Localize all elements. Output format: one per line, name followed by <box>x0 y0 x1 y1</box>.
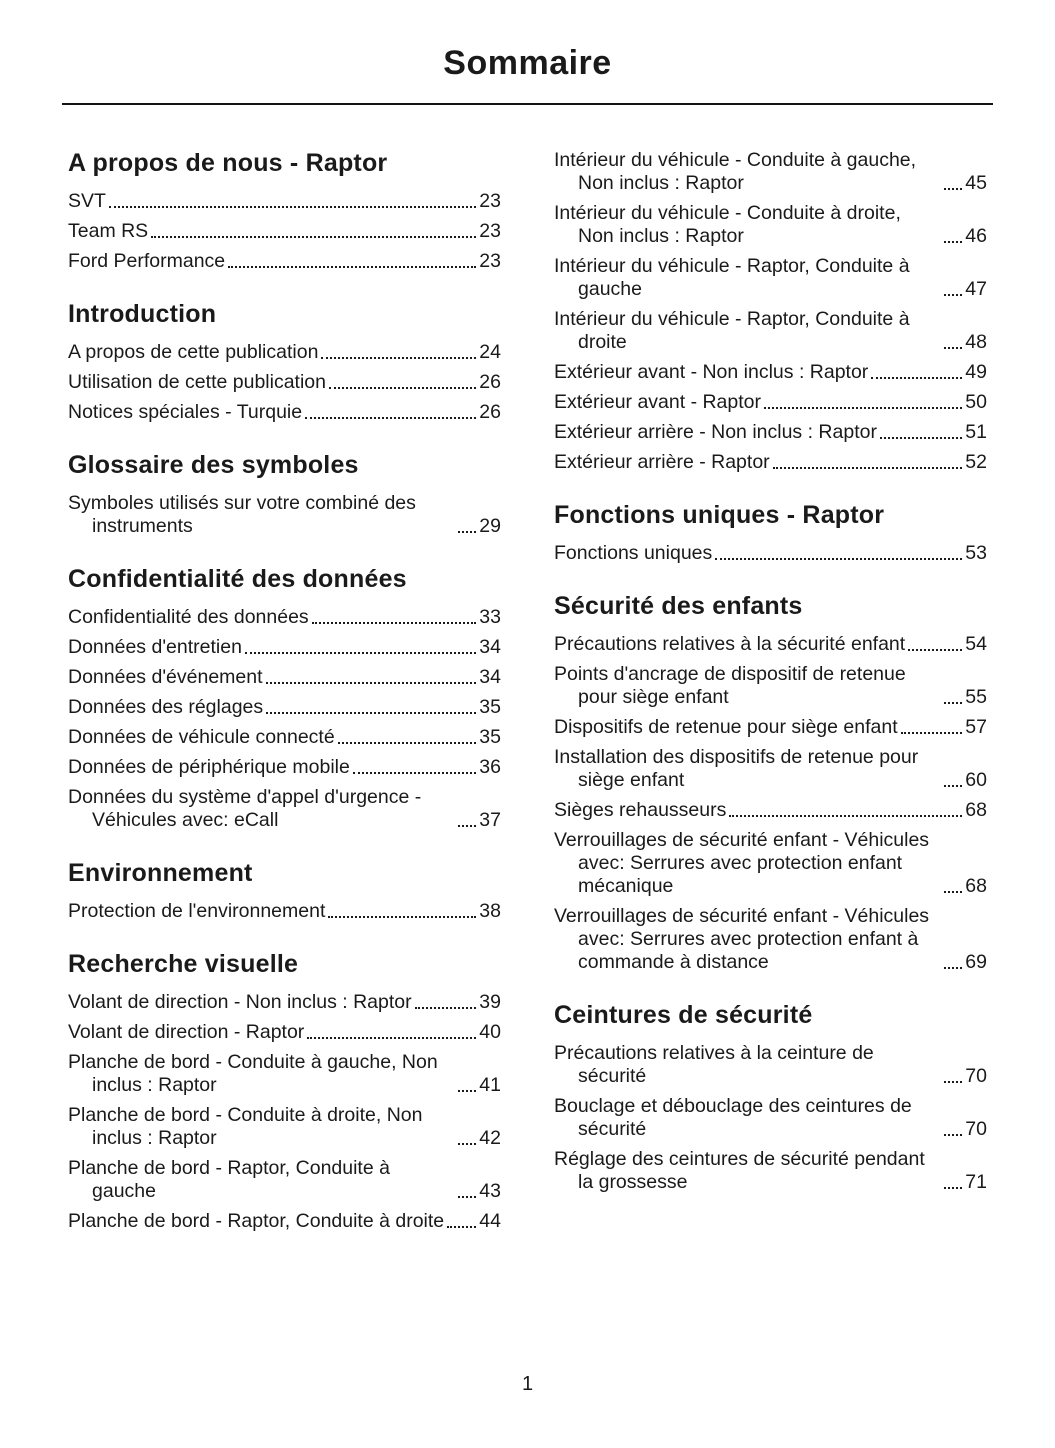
toc-entry-title: Extérieur arrière - Raptor <box>554 451 770 473</box>
toc-columns <box>62 105 993 1240</box>
toc-entry <box>554 255 987 301</box>
toc-entry <box>68 636 501 659</box>
toc-entry <box>554 1095 987 1141</box>
toc-entry-page: 42 <box>479 1127 501 1149</box>
toc-entry <box>68 666 501 689</box>
toc-entry-title: Dispositifs de retenue pour siège enfant <box>554 716 898 738</box>
toc-entry <box>554 1042 987 1088</box>
toc-entry <box>554 799 987 822</box>
toc-entry-title: Ford Performance <box>68 250 226 272</box>
toc-entry-page: 68 <box>965 799 987 821</box>
toc-entry-title: Symboles utilisés sur votre combiné des instruments <box>68 492 416 537</box>
dot-leader <box>715 558 962 560</box>
toc-entry-page: 70 <box>965 1065 987 1087</box>
toc-entry-page: 23 <box>479 250 501 272</box>
dot-leader <box>944 891 962 893</box>
toc-entry <box>68 250 501 273</box>
toc-entry <box>554 202 987 248</box>
toc-entry-page: 33 <box>479 606 501 628</box>
toc-entry-page: 45 <box>965 172 987 194</box>
toc-entry <box>68 341 501 364</box>
dot-leader <box>944 1187 962 1189</box>
toc-entry <box>68 786 501 832</box>
toc-entry-title: Réglage des ceintures de sécurité pendant la grossesse <box>554 1148 925 1193</box>
toc-entry-title: Précautions relatives à la sécurité enfant <box>554 633 906 655</box>
toc-entry-title: Extérieur avant - Raptor <box>554 391 762 413</box>
dot-leader <box>458 1090 476 1092</box>
toc-entry-title: Extérieur arrière - Non inclus : Raptor <box>554 421 877 443</box>
toc-entry-page: 46 <box>965 225 987 247</box>
dot-leader <box>305 417 476 419</box>
toc-entry-title: SVT <box>68 190 106 212</box>
dot-leader <box>944 188 962 190</box>
toc-entry-title: Installation des dispositifs de retenue pour siège enfant <box>554 746 919 791</box>
dot-leader <box>944 967 962 969</box>
page-title: Sommaire <box>443 44 612 82</box>
toc-entry-page: 51 <box>965 421 987 443</box>
toc-entry <box>68 696 501 719</box>
toc-entry-page: 38 <box>479 900 501 922</box>
toc-entry <box>554 451 987 474</box>
dot-leader <box>773 467 963 469</box>
dot-leader <box>764 407 962 409</box>
toc-section <box>68 950 501 1233</box>
toc-entry-title: Confidentialité des données <box>68 606 309 628</box>
toc-entry-page: 71 <box>965 1171 987 1193</box>
toc-entry-title: Bouclage et débouclage des ceintures de sécurité <box>554 1095 912 1140</box>
toc-entry-page: 26 <box>479 371 501 393</box>
dot-leader <box>328 916 476 918</box>
toc-column-left <box>68 149 501 1240</box>
toc-entry-page: 49 <box>965 361 987 383</box>
dot-leader <box>871 377 962 379</box>
section-heading: Fonctions uniques - Raptor <box>554 501 885 529</box>
toc-entry <box>68 900 501 923</box>
toc-entry-page: 55 <box>965 686 987 708</box>
toc-entry-page: 57 <box>965 716 987 738</box>
toc-entry <box>68 1021 501 1044</box>
toc-entry-page: 47 <box>965 278 987 300</box>
dot-leader <box>901 732 963 734</box>
toc-entry-title: Données d'entretien <box>68 636 242 658</box>
toc-entry <box>554 308 987 354</box>
section-heading: Glossaire des symboles <box>68 451 359 479</box>
toc-entry-title: Intérieur du véhicule - Conduite à gauche, Non inclus : Raptor <box>554 149 917 194</box>
dot-leader <box>353 772 476 774</box>
toc-section <box>68 300 501 424</box>
toc-entry-page: 37 <box>479 809 501 831</box>
dot-leader <box>151 236 476 238</box>
toc-entry <box>68 371 501 394</box>
toc-entry-page: 69 <box>965 951 987 973</box>
section-heading: Environnement <box>68 859 253 887</box>
dot-leader <box>944 702 962 704</box>
dot-leader <box>109 206 476 208</box>
toc-section <box>554 149 987 474</box>
toc-entry <box>68 756 501 779</box>
toc-entry-page: 34 <box>479 636 501 658</box>
toc-entry-title: Extérieur avant - Non inclus : Raptor <box>554 361 869 383</box>
dot-leader <box>447 1226 476 1228</box>
dot-leader <box>944 294 962 296</box>
dot-leader <box>944 347 962 349</box>
toc-entry-title: Team RS <box>68 220 149 242</box>
toc-entry-page: 40 <box>479 1021 501 1043</box>
toc-entry-page: 53 <box>965 542 987 564</box>
toc-entry-title: Planche de bord - Conduite à gauche, Non inclus : Raptor <box>68 1051 438 1096</box>
toc-column-right <box>554 149 987 1240</box>
toc-entry <box>68 1051 501 1097</box>
toc-entry-title: Données d'événement <box>68 666 263 688</box>
dot-leader <box>458 825 476 827</box>
toc-entry-title: Protection de l'environnement <box>68 900 326 922</box>
toc-entry <box>554 633 987 656</box>
toc-entry-page: 43 <box>479 1180 501 1202</box>
toc-entry <box>554 829 987 898</box>
toc-entry <box>68 1210 501 1233</box>
dot-leader <box>944 241 962 243</box>
section-heading: Recherche visuelle <box>68 950 299 978</box>
toc-entry <box>554 716 987 739</box>
toc-entry-page: 70 <box>965 1118 987 1140</box>
dot-leader <box>729 815 962 817</box>
toc-entry <box>554 149 987 195</box>
toc-entry-page: 29 <box>479 515 501 537</box>
toc-entry-title: Données de périphérique mobile <box>68 756 350 778</box>
toc-entry <box>554 905 987 974</box>
toc-entry <box>68 606 501 629</box>
dot-leader <box>458 1143 476 1145</box>
toc-entry-page: 23 <box>479 220 501 242</box>
toc-entry-page: 60 <box>965 769 987 791</box>
toc-entry <box>68 190 501 213</box>
toc-entry-title: Précautions relatives à la ceinture de sécurité <box>554 1042 874 1087</box>
dot-leader <box>944 1134 962 1136</box>
toc-entry-title: Verrouillages de sécurité enfant - Véhicules avec: Serrures avec protection enfant à commande à distance <box>554 905 930 973</box>
toc-entry-page: 24 <box>479 341 501 363</box>
toc-entry-page: 39 <box>479 991 501 1013</box>
toc-entry-page: 34 <box>479 666 501 688</box>
toc-section <box>68 859 501 923</box>
toc-entry-page: 36 <box>479 756 501 778</box>
dot-leader <box>266 682 477 684</box>
toc-entry-page: 48 <box>965 331 987 353</box>
toc-entry-title: Volant de direction - Non inclus : Raptor <box>68 991 412 1013</box>
section-heading: Sécurité des enfants <box>554 592 803 620</box>
toc-entry-page: 68 <box>965 875 987 897</box>
toc-entry <box>554 1148 987 1194</box>
toc-entry <box>554 746 987 792</box>
toc-entry <box>68 991 501 1014</box>
section-heading: Confidentialité des données <box>68 565 407 593</box>
toc-entry-title: Utilisation de cette publication <box>68 371 326 393</box>
toc-entry-page: 26 <box>479 401 501 423</box>
dot-leader <box>329 387 476 389</box>
dot-leader <box>880 437 962 439</box>
dot-leader <box>245 652 476 654</box>
toc-entry-title: Intérieur du véhicule - Raptor, Conduite à droite <box>554 308 910 353</box>
toc-entry-title: Verrouillages de sécurité enfant - Véhicules avec: Serrures avec protection enfant mécanique <box>554 829 930 897</box>
toc-entry-page: 52 <box>965 451 987 473</box>
toc-entry-title: A propos de cette publication <box>68 341 319 363</box>
dot-leader <box>908 649 962 651</box>
toc-entry <box>68 492 501 538</box>
dot-leader <box>266 712 476 714</box>
toc-section <box>68 149 501 273</box>
dot-leader <box>458 1196 476 1198</box>
section-heading: Ceintures de sécurité <box>554 1001 813 1029</box>
toc-entry-title: Planche de bord - Raptor, Conduite à droite <box>68 1210 445 1232</box>
toc-entry <box>68 1157 501 1203</box>
dot-leader <box>307 1037 476 1039</box>
dot-leader <box>458 531 476 533</box>
toc-entry-page: 54 <box>965 633 987 655</box>
dot-leader <box>415 1007 477 1009</box>
page-number: 1 <box>521 1373 534 1395</box>
toc-entry-title: Notices spéciales - Turquie <box>68 401 303 423</box>
toc-entry <box>554 542 987 565</box>
toc-section <box>554 1001 987 1194</box>
dot-leader <box>944 1081 962 1083</box>
toc-entry-title: Points d'ancrage de dispositif de retenue pour siège enfant <box>554 663 906 708</box>
toc-entry-title: Volant de direction - Raptor <box>68 1021 305 1043</box>
toc-entry-page: 41 <box>479 1074 501 1096</box>
toc-entry-page: 35 <box>479 726 501 748</box>
toc-entry-page: 35 <box>479 696 501 718</box>
toc-entry-title: Données du système d'appel d'urgence - Véhicules avec: eCall <box>68 786 422 831</box>
section-heading: Introduction <box>68 300 217 328</box>
dot-leader <box>228 266 476 268</box>
dot-leader <box>338 742 477 744</box>
toc-entry-title: Sièges rehausseurs <box>554 799 727 821</box>
toc-entry-page: 44 <box>479 1210 501 1232</box>
toc-entry-title: Données des réglages <box>68 696 264 718</box>
dot-leader <box>944 785 962 787</box>
dot-leader <box>321 357 476 359</box>
toc-entry <box>68 726 501 749</box>
toc-entry <box>68 1104 501 1150</box>
toc-section <box>68 565 501 832</box>
toc-entry <box>554 361 987 384</box>
dot-leader <box>312 622 477 624</box>
toc-entry-page: 23 <box>479 190 501 212</box>
toc-section <box>554 501 987 565</box>
toc-entry-title: Planche de bord - Raptor, Conduite à gauche <box>68 1157 390 1202</box>
toc-section <box>554 592 987 974</box>
toc-entry <box>554 391 987 414</box>
toc-entry-title: Fonctions uniques <box>554 542 713 564</box>
toc-section <box>68 451 501 538</box>
toc-entry-title: Planche de bord - Conduite à droite, Non inclus : Raptor <box>68 1104 423 1149</box>
toc-entry-page: 50 <box>965 391 987 413</box>
toc-entry <box>554 421 987 444</box>
section-heading: A propos de nous - Raptor <box>68 149 388 177</box>
toc-entry-title: Intérieur du véhicule - Raptor, Conduite à gauche <box>554 255 910 300</box>
toc-entry-title: Données de véhicule connecté <box>68 726 335 748</box>
toc-entry <box>68 220 501 243</box>
toc-entry <box>554 663 987 709</box>
toc-entry <box>68 401 501 424</box>
toc-entry-title: Intérieur du véhicule - Conduite à droite, Non inclus : Raptor <box>554 202 901 247</box>
